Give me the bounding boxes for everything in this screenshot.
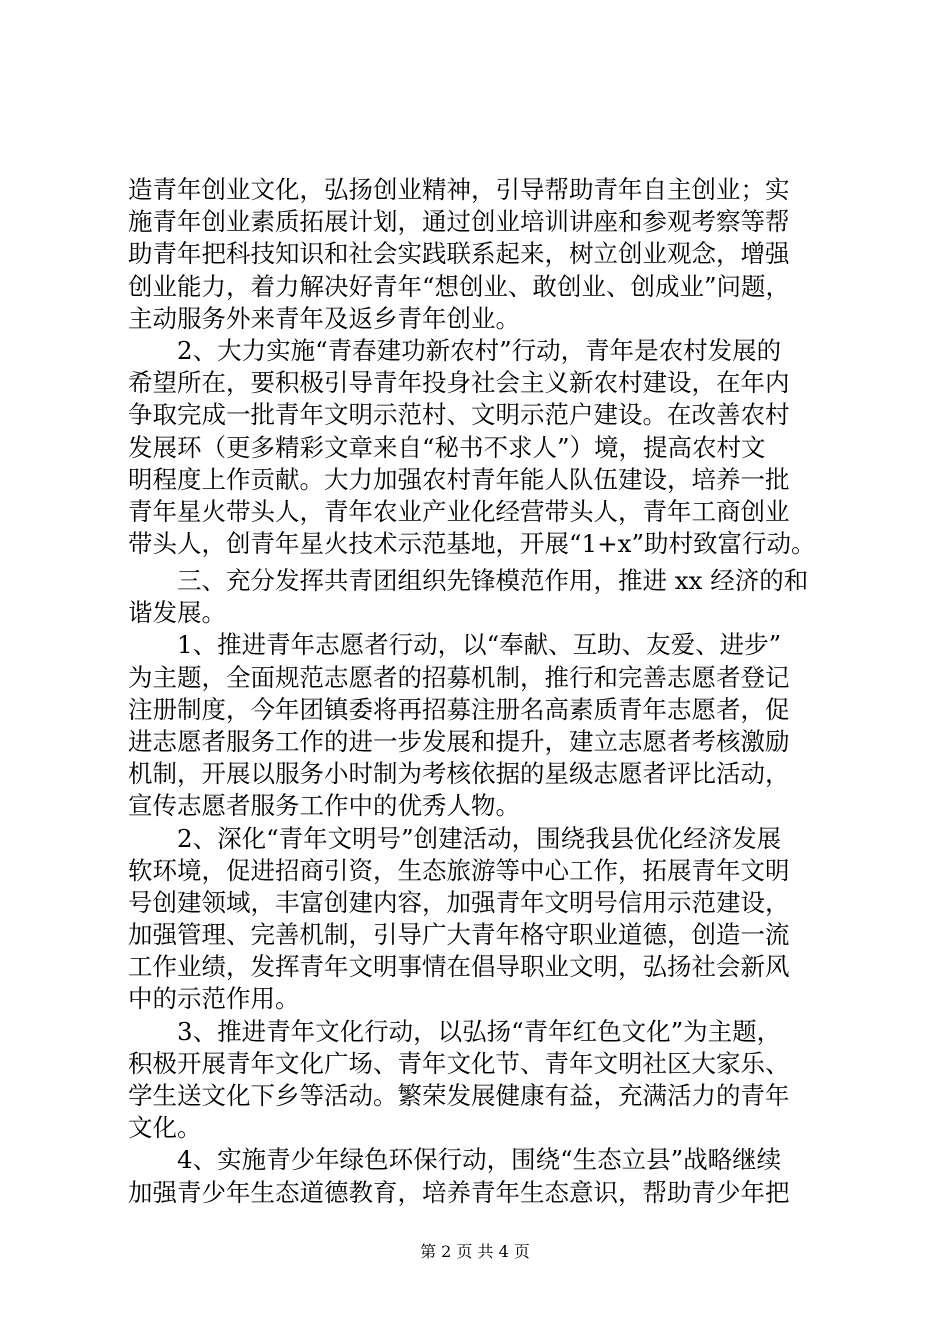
text-line: 积极开展青年文化广场、青年文化节、青年文明社区大家乐、 xyxy=(128,1048,790,1078)
text-line: 1、推进青年志愿者行动，以“奉献、互助、友爱、进步” xyxy=(128,630,782,660)
text-line: 2、深化“青年文明号”创建活动，围绕我县优化经济发展 xyxy=(128,823,782,853)
text-line: 2、大力实施“青春建功新农村”行动，青年是农村发展的 xyxy=(128,335,782,365)
text-line: 助青年把科技知识和社会实践联系起来，树立创业观念，增强 xyxy=(128,239,790,269)
text-line: 为主题，全面规范志愿者的招募机制，推行和完善志愿者登记 xyxy=(128,662,790,692)
section-heading: 谐发展。 xyxy=(128,598,226,628)
text-line: 学生送文化下乡等活动。繁荣发展健康有益，充满活力的青年 xyxy=(128,1081,790,1110)
text-line: 造青年创业文化，弘扬创业精神，引导帮助青年自主创业；实 xyxy=(128,175,790,204)
text-line: 文化。 xyxy=(128,1113,202,1143)
text-line: 主动服务外来青年及返乡青年创业。 xyxy=(128,303,520,333)
text-line: 创业能力，着力解决好青年“想创业、敢创业、创成业”问题， xyxy=(128,271,791,301)
text-line: 宣传志愿者服务工作中的优秀人物。 xyxy=(128,791,520,821)
text-line: 施青年创业素质拓展计划，通过创业培训讲座和参观考察等帮 xyxy=(128,207,790,237)
text-line: 发展环（更多精彩文章来自“秘书不求人”）境，提高农村文 xyxy=(128,432,766,462)
text-line: 争取完成一批青年文明示范村、文明示范户建设。在改善农村 xyxy=(128,400,790,430)
text-line: 3、推进青年文化行动，以弘扬“青年红色文化”为主题， xyxy=(128,1016,782,1046)
text-line: 加强管理、完善机制，引导广大青年格守职业道德，创造一流 xyxy=(128,920,790,950)
text-line: 加强青少年生态道德教育，培养青年生态意识，帮助青少年把 xyxy=(128,1177,790,1207)
text-line: 带头人，创青年星火技术示范基地，开展“1+x”助村致富行动。 xyxy=(128,529,816,559)
text-line: 进志愿者服务工作的进一步发展和提升，建立志愿者考核激励 xyxy=(128,726,790,756)
text-line: 号创建领域，丰富创建内容，加强青年文明号信用示范建设， xyxy=(128,887,790,917)
text-line: 中的示范作用。 xyxy=(128,984,300,1014)
text-line: 注册制度，今年团镇委将再招募注册名高素质青年志愿者，促 xyxy=(128,694,790,724)
body-text-section-2 xyxy=(128,565,840,1209)
text-line: 机制，开展以服务小时制为考核依据的星级志愿者评比活动， xyxy=(128,759,790,789)
text-line: 青年星火带头人，青年农业产业化经营带头人，青年工商创业 xyxy=(128,496,790,526)
text-line: 4、实施青少年绿色环保行动，围绕“生态立县”战略继续 xyxy=(128,1145,782,1175)
body-text-section-1 xyxy=(128,174,840,560)
text-line: 软环境，促进招商引资，生态旅游等中心工作，拓展青年文明 xyxy=(128,855,790,885)
text-line: 明程度上作贡献。大力加强农村青年能人队伍建设，培养一批 xyxy=(128,464,790,494)
page-number-footer: 第 2 页 共 4 页 xyxy=(420,1242,530,1261)
section-heading: 三、充分发挥共青团组织先锋模范作用，推进 xx 经济的和 xyxy=(128,566,809,595)
text-line: 希望所在，要积极引导青年投身社会主义新农村建设，在年内 xyxy=(128,368,790,398)
text-line: 工作业绩，发挥青年文明事情在倡导职业文明，弘扬社会新风 xyxy=(128,952,790,982)
